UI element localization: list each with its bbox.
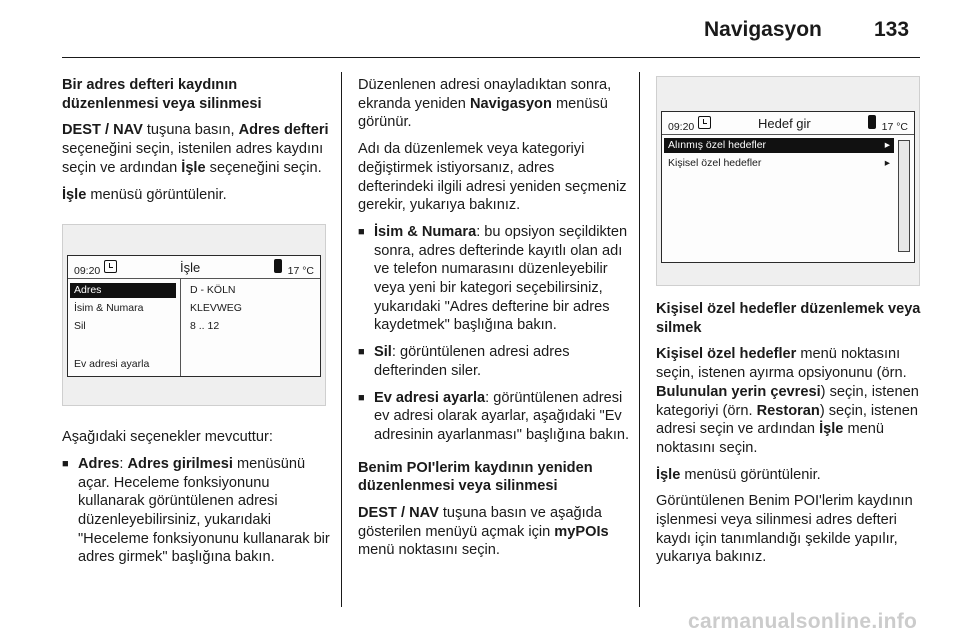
thermometer-icon xyxy=(274,259,282,273)
display-status-bar xyxy=(68,256,320,278)
thermometer-icon xyxy=(868,115,876,129)
option-address: Adres xyxy=(78,455,120,472)
text: : görüntülenen adresi ev adresi olarak ayarlar, aşağıdaki "Ev adresinin ayarlanması" başlığına bakın. xyxy=(374,389,630,443)
temperature: 17 °C xyxy=(881,121,908,133)
paragraph-category: Adı da düzenlemek veya kategoriyi değiştirmek istiyorsanız, adres defterindeki ilgili adresi yeniden seçmeniz gerekir, yukarıya bakınız. xyxy=(358,141,627,214)
bullet-delete xyxy=(358,343,630,380)
heading-my-pois: Benim POI'lerim kaydının yeniden düzenlenmesi veya silinmesi xyxy=(358,459,593,495)
text: ) seçin, istenen kategoriyi (örn. xyxy=(656,383,919,419)
menu-ref-edit: İşle xyxy=(181,159,206,176)
menu-ref-restaurant: Restoran xyxy=(756,402,820,419)
bullet-address xyxy=(62,455,330,567)
menu-item-personal-pois[interactable] xyxy=(664,156,894,171)
display-frame xyxy=(661,111,915,263)
menu-ref-edit: İşle xyxy=(819,421,844,438)
menu-ref-edit: İşle xyxy=(656,466,681,483)
chevron-right-icon: ▸ xyxy=(884,139,890,151)
display-title: Hedef gir xyxy=(758,116,811,131)
bullet-name-number xyxy=(358,223,630,335)
clock-time: 09:20 xyxy=(668,121,695,133)
text: tuşuna basın ve aşağıda gösterilen menüyü açmak için xyxy=(358,505,602,540)
display-divider xyxy=(68,278,320,279)
text: : bu opsiyon seçildikten sonra, adres defterinde kayıtlı olan adı ve telefon numarasını düzenleyebilir veya yeni bir kategori seçebilirsiniz, yukarıdaki "Adres defterine bir adres kaydetmek" başlığına bakın. xyxy=(374,223,628,334)
column-divider-2 xyxy=(639,72,640,607)
text: menüsünü açar. Heceleme fonksiyonunu kullanarak görüntülenen adresi düzenleyebilirsiniz, yukarıdaki "Heceleme fonksiyonunu kullanarak bir adres girmek" başlığına bakın. xyxy=(78,455,330,566)
section-title: Navigasyon xyxy=(704,18,822,41)
text: menüsü görüntülenir. xyxy=(680,466,821,483)
text: menü noktasını seçin. xyxy=(656,421,884,456)
clock-icon xyxy=(104,260,117,273)
column-1 xyxy=(62,76,330,575)
bullet-set-home xyxy=(358,389,630,445)
text: menü noktasını seçin, istenen ayırma opsiyonunu (örn. xyxy=(656,346,907,382)
menu-item-received-pois[interactable] xyxy=(664,138,894,153)
display-frame xyxy=(67,255,321,377)
screen-illustration-destination xyxy=(656,76,920,286)
menu-ref-address-entry: Adres girilmesi xyxy=(127,455,233,472)
column-divider-1 xyxy=(341,72,342,607)
screen-illustration-edit xyxy=(62,224,326,406)
key-dest-nav: DEST / NAV xyxy=(358,505,439,522)
key-dest-nav: DEST / NAV xyxy=(62,122,143,139)
column-3 xyxy=(656,76,924,575)
menu-ref-mypois: myPOIs xyxy=(554,523,609,540)
column-2 xyxy=(358,76,630,568)
heading-personal-pois: Kişisel özel hedefler düzenlemek veya silmek xyxy=(656,301,921,336)
display-status-bar xyxy=(662,112,914,134)
address-number: 8 .. 12 xyxy=(190,320,220,333)
menu-item-delete[interactable]: Sil xyxy=(74,320,86,333)
text: menüsü görüntülenir. xyxy=(86,186,227,203)
option-set-home: Ev adresi ayarla xyxy=(374,389,486,406)
paragraph-edit-menu xyxy=(62,186,330,205)
temperature: 17 °C xyxy=(287,265,314,278)
text: seçeneğini seçin. xyxy=(205,159,322,176)
menu-ref-nearby: Bulunulan yerin çevresi xyxy=(656,383,821,400)
text: : xyxy=(119,455,128,472)
menu-item-label: Alınmış özel hedefler xyxy=(668,139,767,151)
menu-item-label: Kişisel özel hedefler xyxy=(668,157,762,169)
option-delete: Sil xyxy=(374,344,392,361)
text: tuşuna basın, xyxy=(142,122,239,139)
paragraph-instructions xyxy=(62,121,330,177)
header-rule xyxy=(62,57,920,58)
display-divider xyxy=(662,134,914,135)
chevron-right-icon: ▸ xyxy=(884,157,890,169)
text: menü noktasını seçin. xyxy=(358,542,500,559)
page-number: 133 xyxy=(874,18,910,41)
display-title: İşle xyxy=(180,260,201,276)
clock-icon xyxy=(698,116,711,129)
paragraph-processing: Görüntülenen Benim POI'lerim kaydının işlenmesi veya silinmesi adres defteri kaydı için tanımlandığı şekilde yapılır, yukarıya bakınız. xyxy=(656,493,913,566)
scrollbar[interactable] xyxy=(898,140,910,252)
menu-ref-address-book: Adres defteri xyxy=(238,122,329,139)
page-header xyxy=(0,0,960,60)
menu-ref-navigation: Navigasyon xyxy=(469,95,552,112)
options-intro: Aşağıdaki seçenekler mevcuttur: xyxy=(62,429,273,446)
address-city: D - KÖLN xyxy=(190,284,236,297)
paragraph-personal-pois xyxy=(656,345,924,457)
display-split xyxy=(180,278,181,376)
option-name-number: İsim & Numara xyxy=(374,223,477,240)
paragraph-my-pois xyxy=(358,504,630,560)
menu-item-name-number[interactable]: İsim & Numara xyxy=(74,302,144,315)
text: menüsü görünür. xyxy=(358,95,608,131)
address-street: KLEVWEG xyxy=(190,302,242,315)
heading-edit-address-entry: Bir adres defteri kaydının düzenlenmesi veya silinmesi xyxy=(62,77,262,112)
page-footer xyxy=(0,604,960,642)
text: ) seçin, istenen adresi seçin ve ardından xyxy=(656,402,918,438)
menu-item-set-home[interactable]: Ev adresi ayarla xyxy=(74,358,150,371)
watermark: carmanualsonline.info xyxy=(688,610,918,633)
menu-ref-personal-pois: Kişisel özel hedefler xyxy=(656,346,797,363)
text: Düzenlenen adresi onayladıktan sonra, ekranda yeniden xyxy=(358,77,612,112)
paragraph-confirm xyxy=(358,76,630,132)
menu-item-address[interactable]: Adres xyxy=(70,283,176,298)
menu-ref-edit: İşle xyxy=(62,186,87,203)
paragraph-edit-menu xyxy=(656,466,924,485)
clock-time: 09:20 xyxy=(74,265,101,278)
text: seçeneğini seçin, istenilen adres kaydını seçin ve ardından xyxy=(62,141,324,176)
text: : görüntülenen adresi adres defterinden siler. xyxy=(374,344,570,379)
